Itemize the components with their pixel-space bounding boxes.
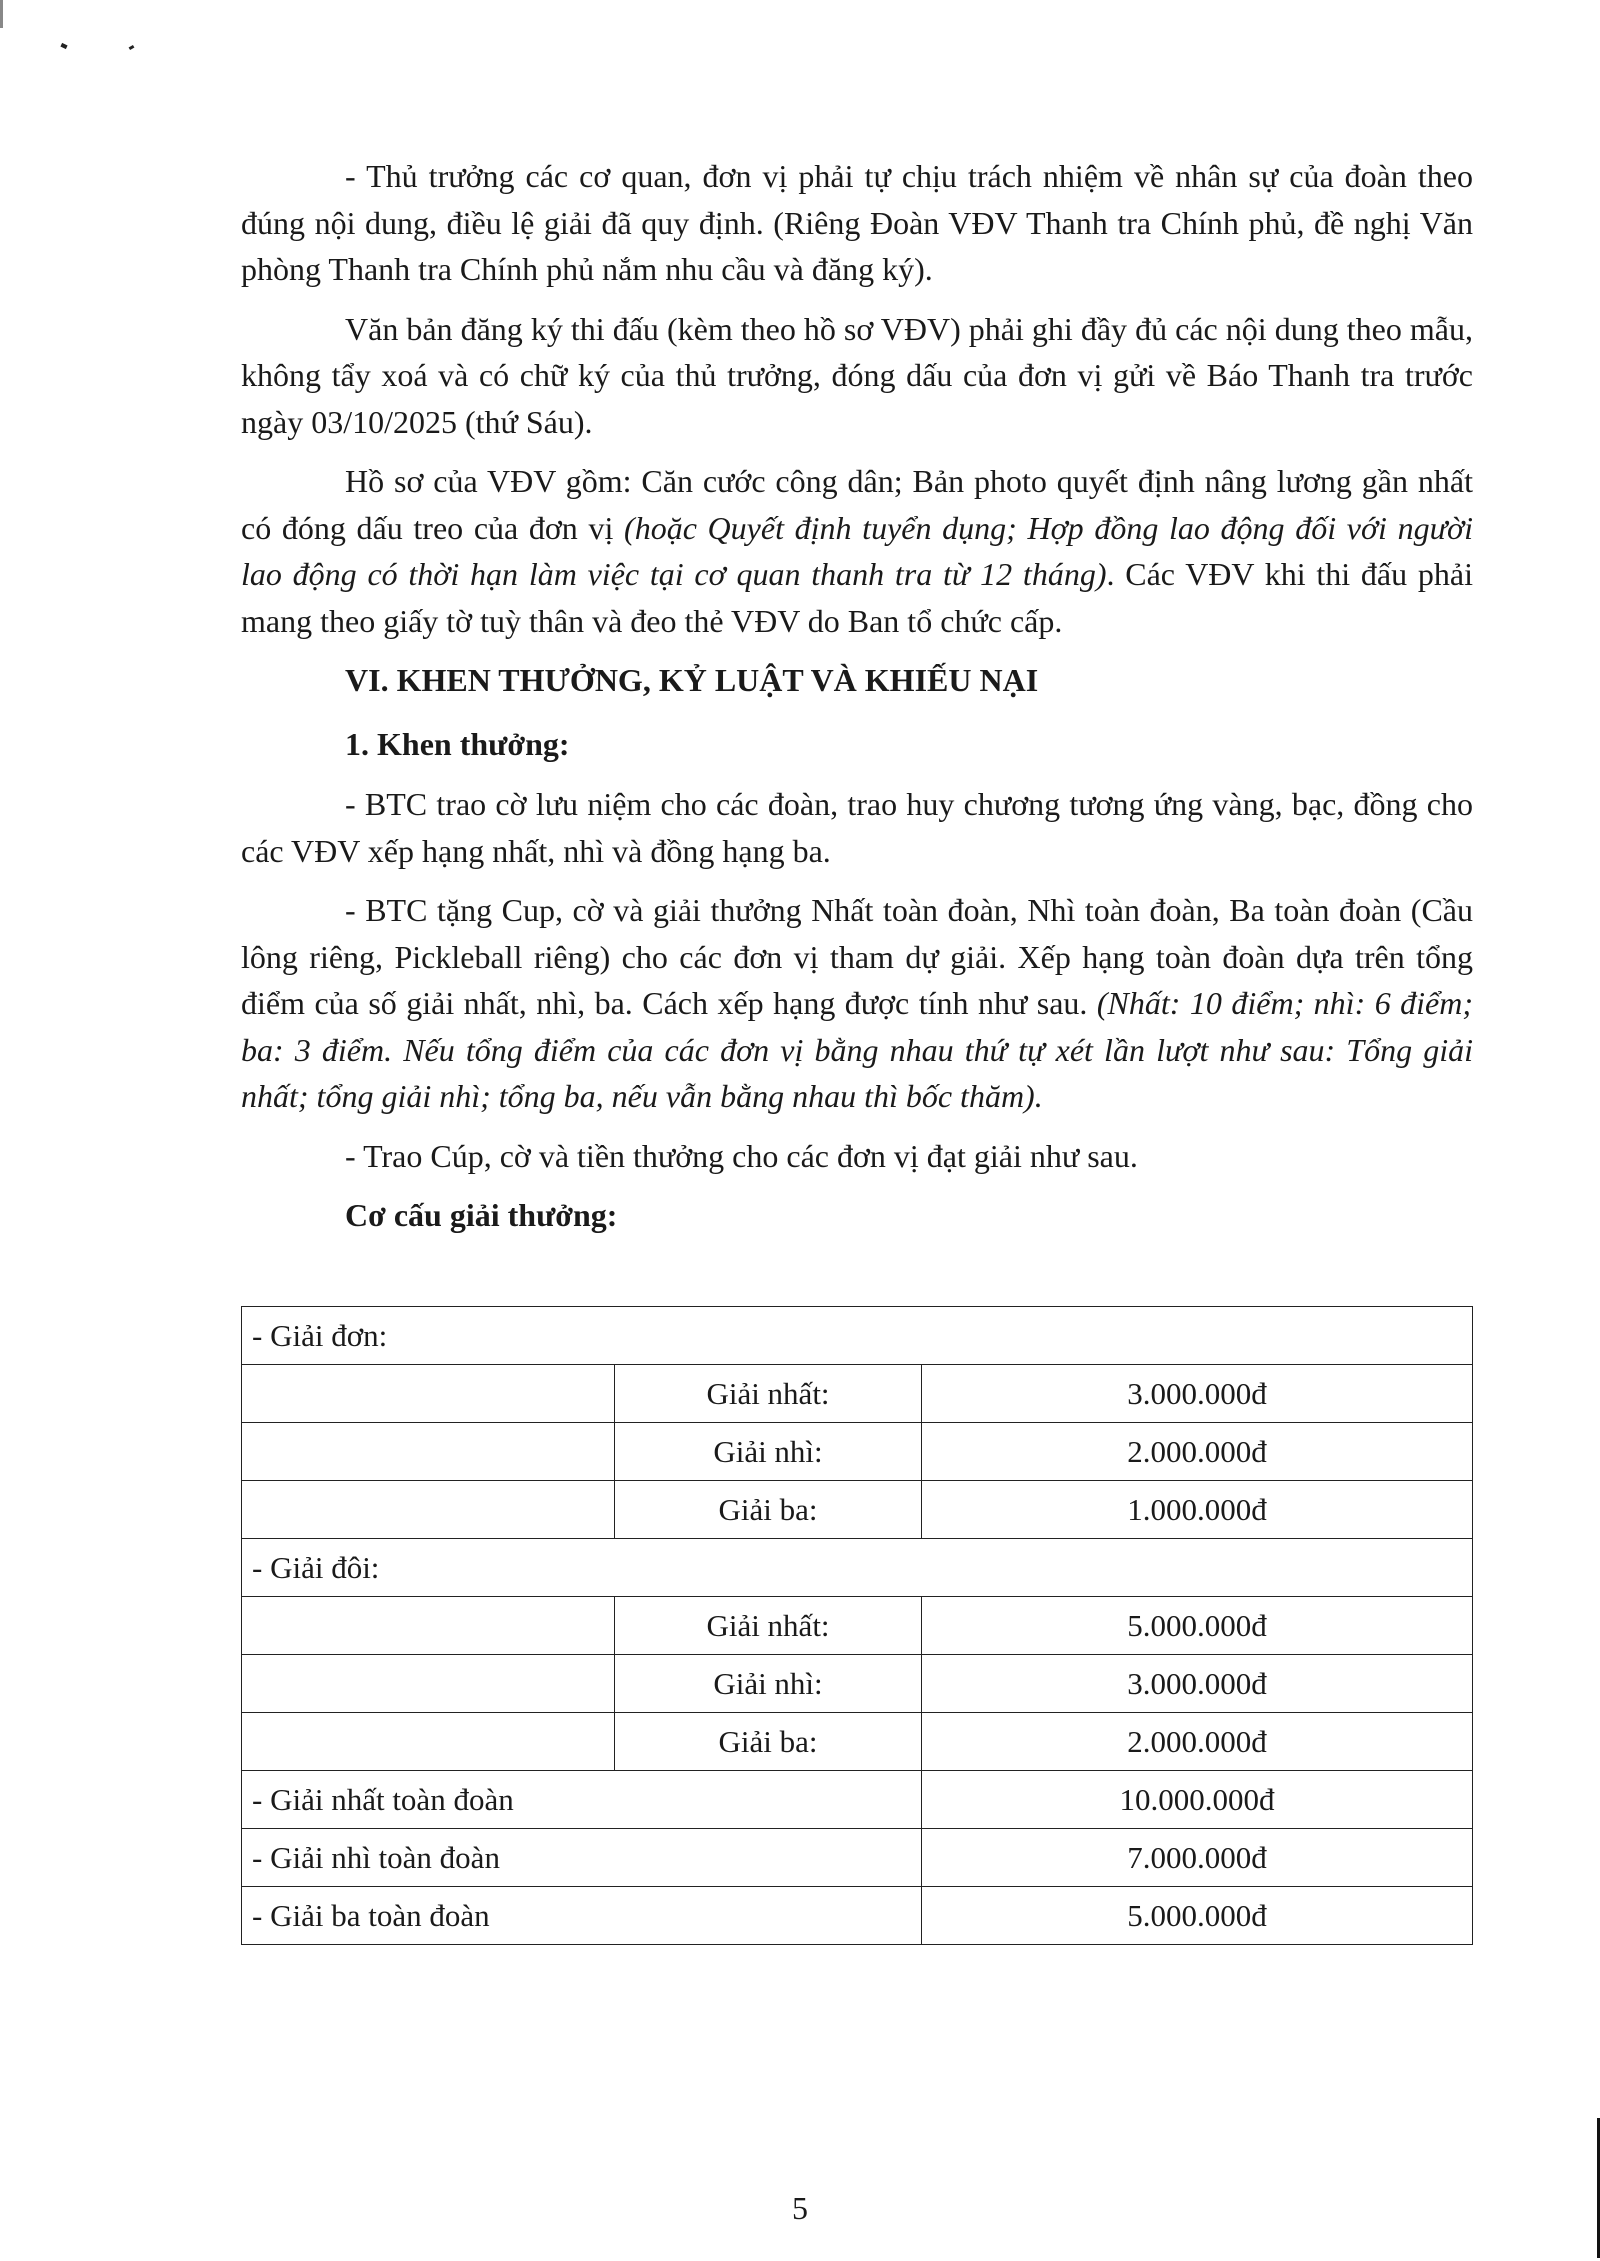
ranking-text: - BTC tặng Cup, cờ và giải thưởng Nhất toàn đoàn, Nhì toàn đoàn, Ba toàn đoàn (Cầu lông riêng, Pickleball riêng) cho các đơn vị tham dự giải. Xếp hạng toàn đoàn dựa trên tổng điểm của số giải nhất, nhì, ba. Cách xếp hạng được tính như sau. xyxy=(241,892,1473,1021)
doubles-label: - Giải đôi: xyxy=(242,1539,1473,1597)
rank-cell: Giải nhì: xyxy=(615,1655,922,1713)
table-row xyxy=(242,1655,1473,1713)
amount-cell: 10.000.000đ xyxy=(922,1771,1473,1829)
table-title: Cơ cấu giải thưởng: xyxy=(345,1197,618,1233)
table-row xyxy=(242,1829,1473,1887)
table-row xyxy=(242,1481,1473,1539)
dossier-text-end: . Các VĐV khi thi đấu phải mang theo giấy tờ tuỳ thân và đeo thẻ VĐV do Ban tổ chức cấp. xyxy=(241,556,1473,639)
empty-cell xyxy=(242,1713,615,1771)
paragraph-responsibility: - Thủ trưởng các cơ quan, đơn vị phải tự chịu trách nhiệm về nhân sự của đoàn theo đúng nội dung, điều lệ giải đã quy định. (Riêng Đoàn VĐV Thanh tra Chính phủ, đề nghị Văn phòng Thanh tra Chính phủ nắm nhu cầu và đăng ký). xyxy=(241,158,1473,287)
team-prize-label: - Giải nhất toàn đoàn xyxy=(242,1771,922,1829)
amount-cell: 3.000.000đ xyxy=(922,1655,1473,1713)
table-row xyxy=(242,1423,1473,1481)
rank-cell: Giải ba: xyxy=(615,1481,922,1539)
subsection-heading: 1. Khen thưởng: xyxy=(345,726,570,762)
paragraph-registration: Văn bản đăng ký thi đấu (kèm theo hồ sơ VĐV) phải ghi đầy đủ các nội dung theo mẫu, không tẩy xoá và có chữ ký của thủ trưởng, đóng dấu của đơn vị gửi về Báo Thanh tra trước ngày 03/10/2025 (thứ Sáu). xyxy=(241,310,1473,440)
table-row xyxy=(242,1771,1473,1829)
section-heading: VI. KHEN THƯỞNG, KỶ LUẬT VÀ KHIẾU NẠI xyxy=(345,662,1039,698)
amount-cell: 5.000.000đ xyxy=(922,1597,1473,1655)
rank-cell: Giải nhất: xyxy=(615,1365,922,1423)
team-prize-label: - Giải nhì toàn đoàn xyxy=(242,1829,922,1887)
table-row xyxy=(242,1307,1473,1365)
amount-cell: 2.000.000đ xyxy=(922,1423,1473,1481)
page-number: 5 xyxy=(792,2190,808,2226)
singles-label: - Giải đơn: xyxy=(242,1307,1473,1365)
empty-cell xyxy=(242,1655,615,1713)
scan-speck xyxy=(60,43,67,49)
prize-structure-table xyxy=(241,1306,1473,1945)
table-row xyxy=(242,1887,1473,1945)
table-row xyxy=(242,1539,1473,1597)
paragraph-team-ranking xyxy=(241,887,1473,1120)
amount-cell: 1.000.000đ xyxy=(922,1481,1473,1539)
table-row xyxy=(242,1365,1473,1423)
paragraph-medals: - BTC trao cờ lưu niệm cho các đoàn, trao huy chương tương ứng vàng, bạc, đồng cho các VĐV xếp hạng nhất, nhì và đồng hạng ba. xyxy=(241,786,1473,869)
rank-cell: Giải nhất: xyxy=(615,1597,922,1655)
rank-cell: Giải nhì: xyxy=(615,1423,922,1481)
ranking-italic-note: (Nhất: 10 điểm; nhì: 6 điểm; ba: 3 điểm. Nếu tổng điểm của các đơn vị bằng nhau thứ tự xét lần lượt như sau: Tổng giải nhất; tổng giải nhì; tổng ba, nếu vẫn bằng nhau thì bốc thăm). xyxy=(241,985,1474,1114)
scan-speck xyxy=(129,45,135,50)
empty-cell xyxy=(242,1481,615,1539)
amount-cell: 7.000.000đ xyxy=(922,1829,1473,1887)
amount-cell: 3.000.000đ xyxy=(922,1365,1473,1423)
rank-cell: Giải ba: xyxy=(615,1713,922,1771)
team-prize-label: - Giải ba toàn đoàn xyxy=(242,1887,922,1945)
table-row xyxy=(242,1713,1473,1771)
scan-edge-mark xyxy=(0,0,3,28)
amount-cell: 2.000.000đ xyxy=(922,1713,1473,1771)
amount-cell: 5.000.000đ xyxy=(922,1887,1473,1945)
empty-cell xyxy=(242,1597,615,1655)
dossier-text: Hồ sơ của VĐV gồm: Căn cước công dân; Bản photo quyết định nâng lương gần nhất có đóng dấu treo của đơn vị xyxy=(241,463,1473,546)
dossier-italic-note: (hoặc Quyết định tuyển dụng; Hợp đồng lao động đối với người lao động có thời hạn làm việc tại cơ quan thanh tra từ 12 tháng) xyxy=(241,509,1474,592)
document-body xyxy=(241,153,1473,1252)
paragraph-awards: - Trao Cúp, cờ và tiền thưởng cho các đơn vị đạt giải như sau. xyxy=(345,1137,1138,1174)
empty-cell xyxy=(242,1423,615,1481)
empty-cell xyxy=(242,1365,615,1423)
table-row xyxy=(242,1597,1473,1655)
paragraph-athlete-dossier xyxy=(241,458,1473,644)
